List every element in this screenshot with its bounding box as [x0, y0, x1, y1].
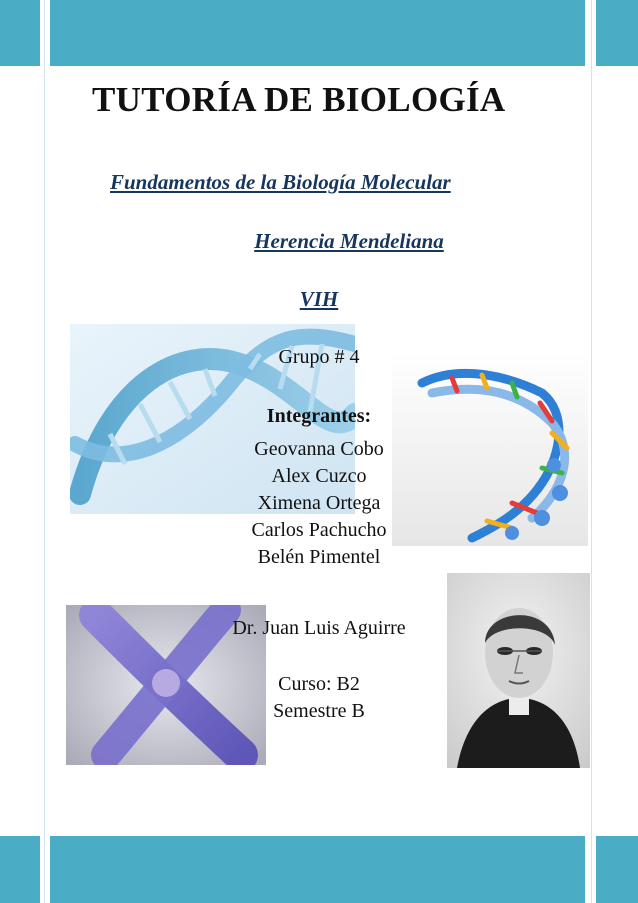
top-band-right	[596, 0, 638, 66]
member-name: Belén Pimentel	[257, 546, 381, 568]
teacher-name: Dr. Juan Luis Aguirre	[232, 617, 406, 639]
bottom-band-right	[596, 836, 638, 903]
bottom-band-left	[0, 836, 40, 903]
page-title: TUTORÍA DE BIOLOGÍA	[92, 80, 506, 119]
subtitle-hiv: VIH	[299, 287, 339, 311]
course-info: Curso: B2	[278, 673, 360, 695]
members-heading: Integrantes:	[266, 405, 372, 427]
bottom-band	[50, 836, 585, 903]
member-name: Alex Cuzco	[271, 465, 367, 487]
group-number: Grupo # 4	[278, 346, 360, 368]
top-band	[50, 0, 585, 66]
subtitle-mendelian-inheritance: Herencia Mendeliana	[254, 229, 444, 253]
subtitle-molecular-biology: Fundamentos de la Biología Molecular	[110, 170, 451, 194]
member-name: Carlos Pachucho	[251, 519, 387, 541]
mendel-portrait-image	[447, 573, 590, 768]
member-name: Geovanna Cobo	[254, 438, 384, 460]
top-band-left	[0, 0, 40, 66]
semester-info: Semestre B	[273, 700, 365, 722]
member-name: Ximena Ortega	[257, 492, 381, 514]
